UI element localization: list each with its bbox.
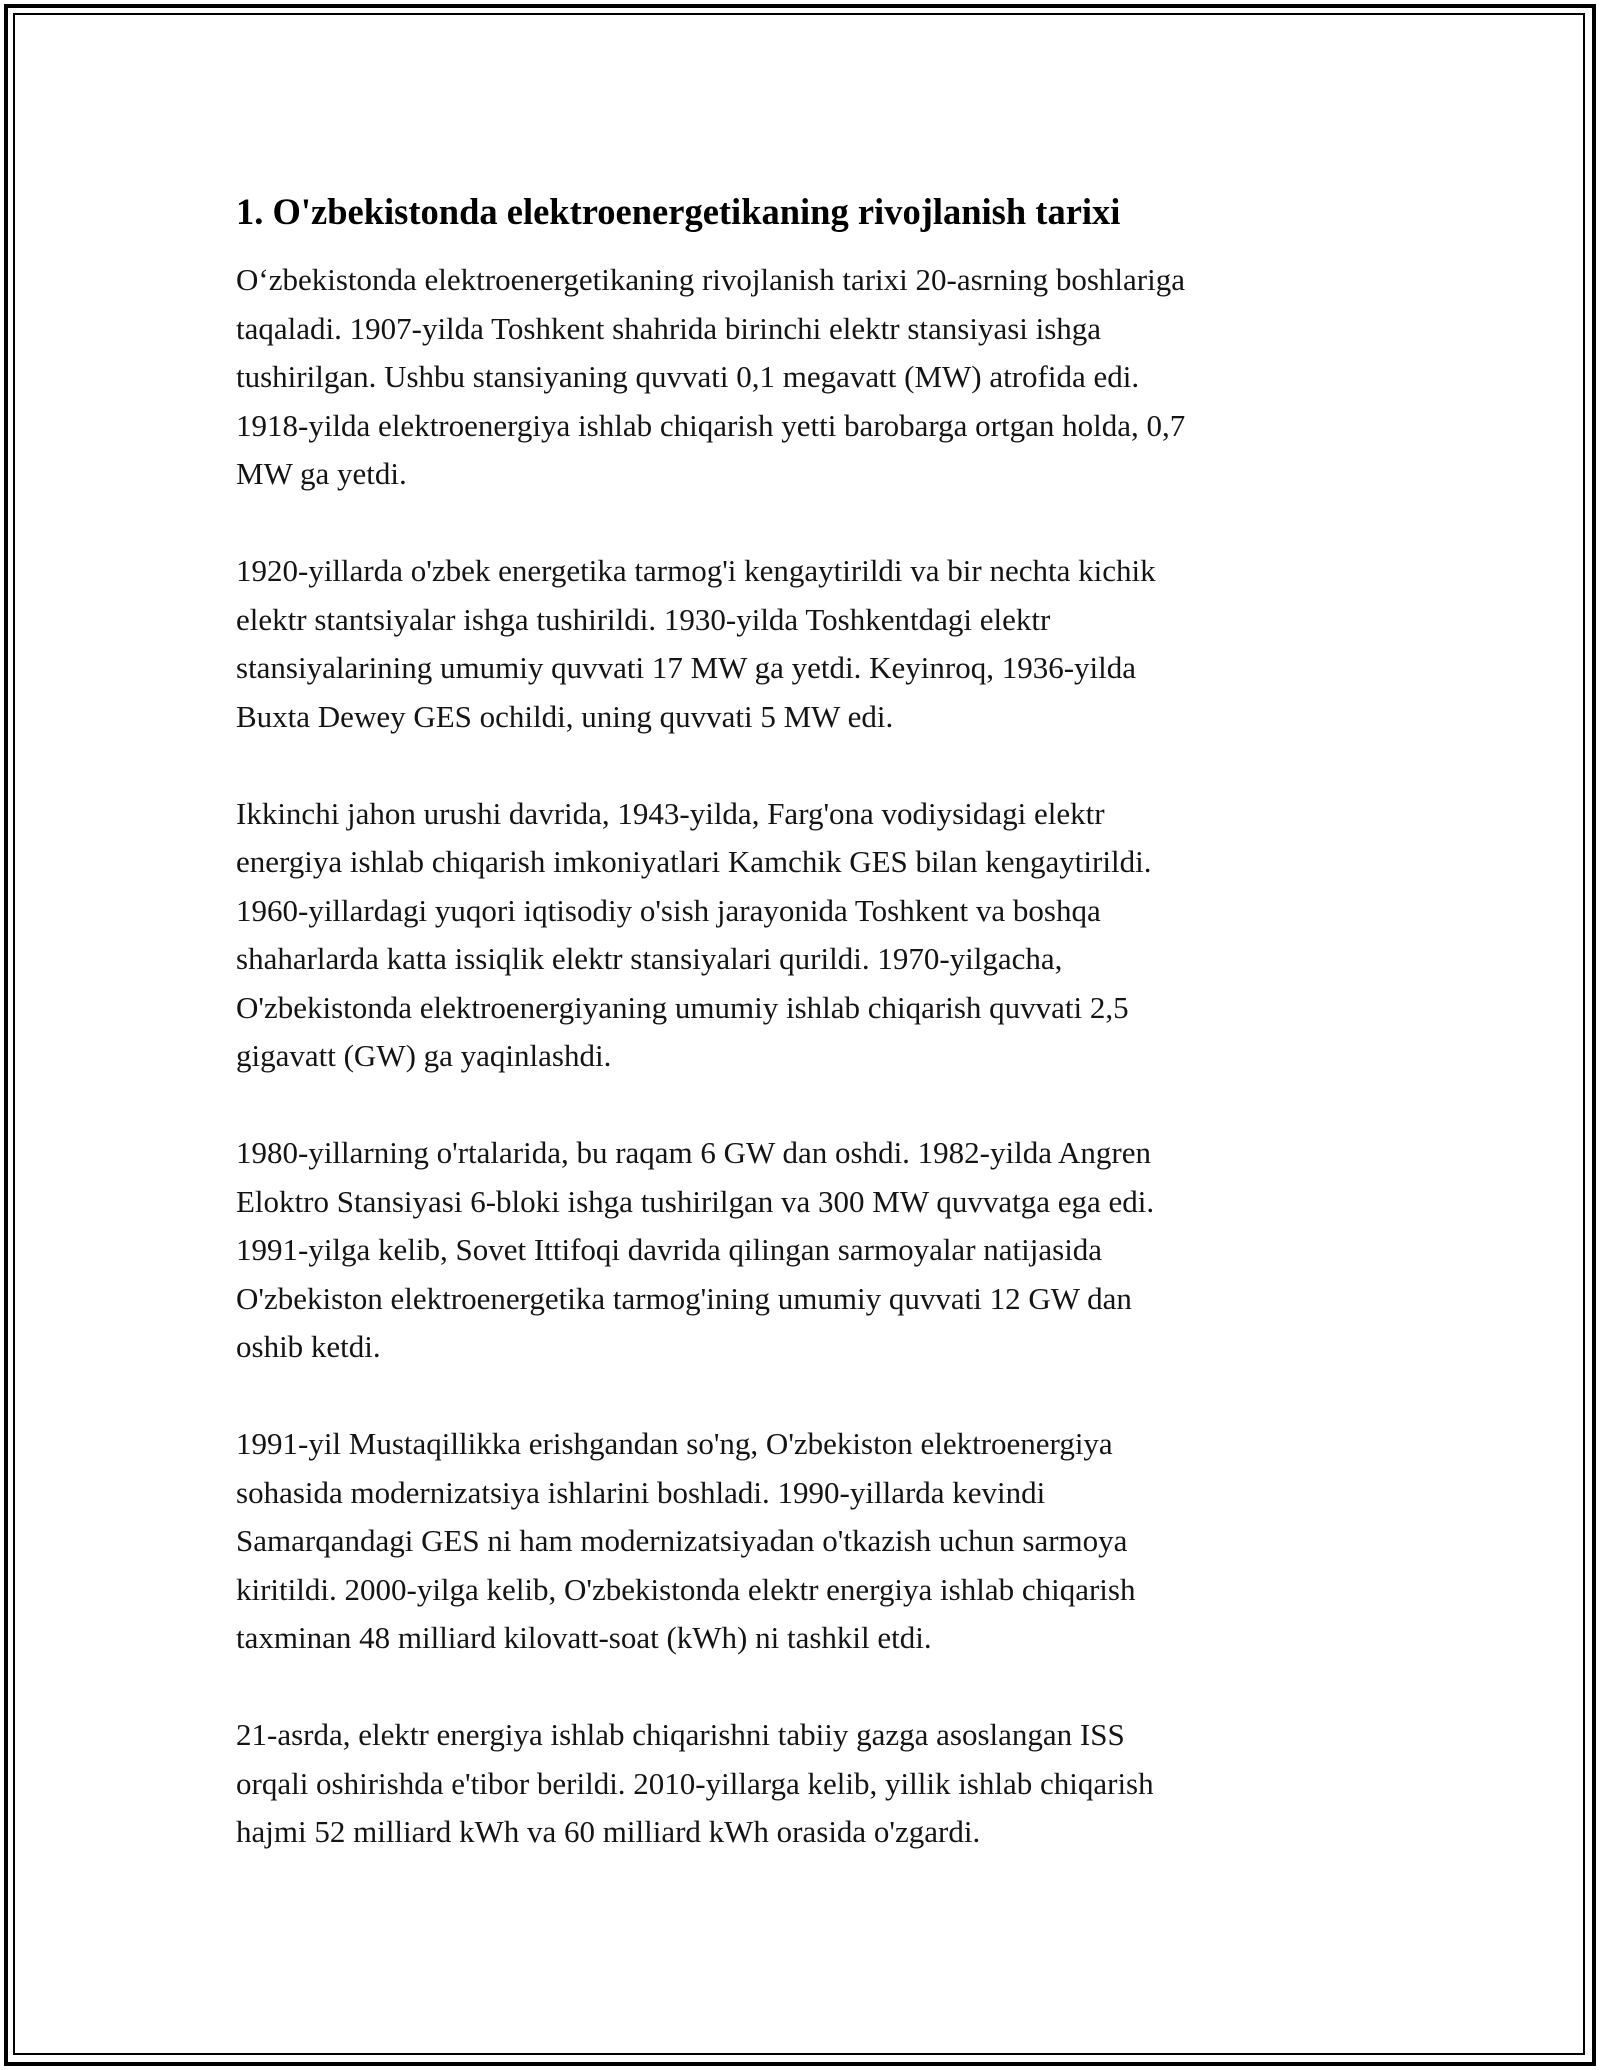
paragraph-1: O‘zbekistonda elektroenergetikaning rivojlanish tarixi 20-asrning boshlariga taqaladi. 1907-yilda Toshkent shahrida birinchi elektr stansiyasi ishga tushirilgan. Ushbu stansiyaning quvvati 0,1 megavatt (MW) atrofida edi. 1918-yilda elektroenergiya ishlab chiqarish yetti barobarga ortgan holda, 0,7 MW ga yetdi.: [236, 262, 1186, 491]
document-title: 1. O'zbekistonda elektroenergetikaning rivojlanish tarixi: [236, 191, 1121, 232]
paragraph-6: 21-asrda, elektr energiya ishlab chiqarishni tabiiy gazga asoslangan ISS orqali oshirishda e'tibor berildi. 2010-yillarga kelib, yillik ishlab chiqarish hajmi 52 milliard kWh va 60 milliard kWh orasida o'zgardi.: [236, 1717, 1154, 1849]
document-body: [236, 186, 1376, 1905]
paragraph-3: Ikkinchi jahon urushi davrida, 1943-yilda, Farg'ona vodiysidagi elektr energiya ishlab chiqarish imkoniyatlari Kamchik GES bilan kengaytirildi. 1960-yillardagi yuqori iqtisodiy o'sish jarayonida Toshkent va boshqa shaharlarda katta issiqlik elektr stansiyalari qurildi. 1970-yilgacha, O'zbekistonda elektroenergiyaning umumiy ishlab chiqarish quvvati 2,5 gigavatt (GW) ga yaqinlashdi.: [236, 795, 1152, 1073]
paragraph-5: 1991-yil Mustaqillikka erishgandan so'ng, O'zbekiston elektroenergiya sohasida modernizatsiya ishlarini boshladi. 1990-yillarda kevindi Samarqandagi GES ni ham modernizatsiyadan o'tkazish uchun sarmoya kiritildi. 2000-yilga kelib, O'zbekistonda elektr energiya ishlab chiqarish taxminan 48 milliard kilovatt-soat (kWh) ni tashkil etdi.: [236, 1426, 1136, 1655]
paragraph-4: 1980-yillarning o'rtalarida, bu raqam 6 GW dan oshdi. 1982-yilda Angren Eloktro Stansiyasi 6-bloki ishga tushirilgan va 300 MW quvvatga ega edi. 1991-yilga kelib, Sovet Ittifoqi davrida qilingan sarmoyalar natijasida O'zbekiston elektroenergetika tarmog'ining umumiy quvvati 12 GW dan oshib ketdi.: [236, 1135, 1155, 1364]
paragraph-2: 1920-yillarda o'zbek energetika tarmog'i kengaytirildi va bir nechta kichik elektr stantsiyalar ishga tushirildi. 1930-yilda Toshkentdagi elektr stansiyalarining umumiy quvvati 17 MW ga yetdi. Keyinroq, 1936-yilda Buxta Dewey GES ochildi, uning quvvati 5 MW edi.: [236, 553, 1156, 734]
